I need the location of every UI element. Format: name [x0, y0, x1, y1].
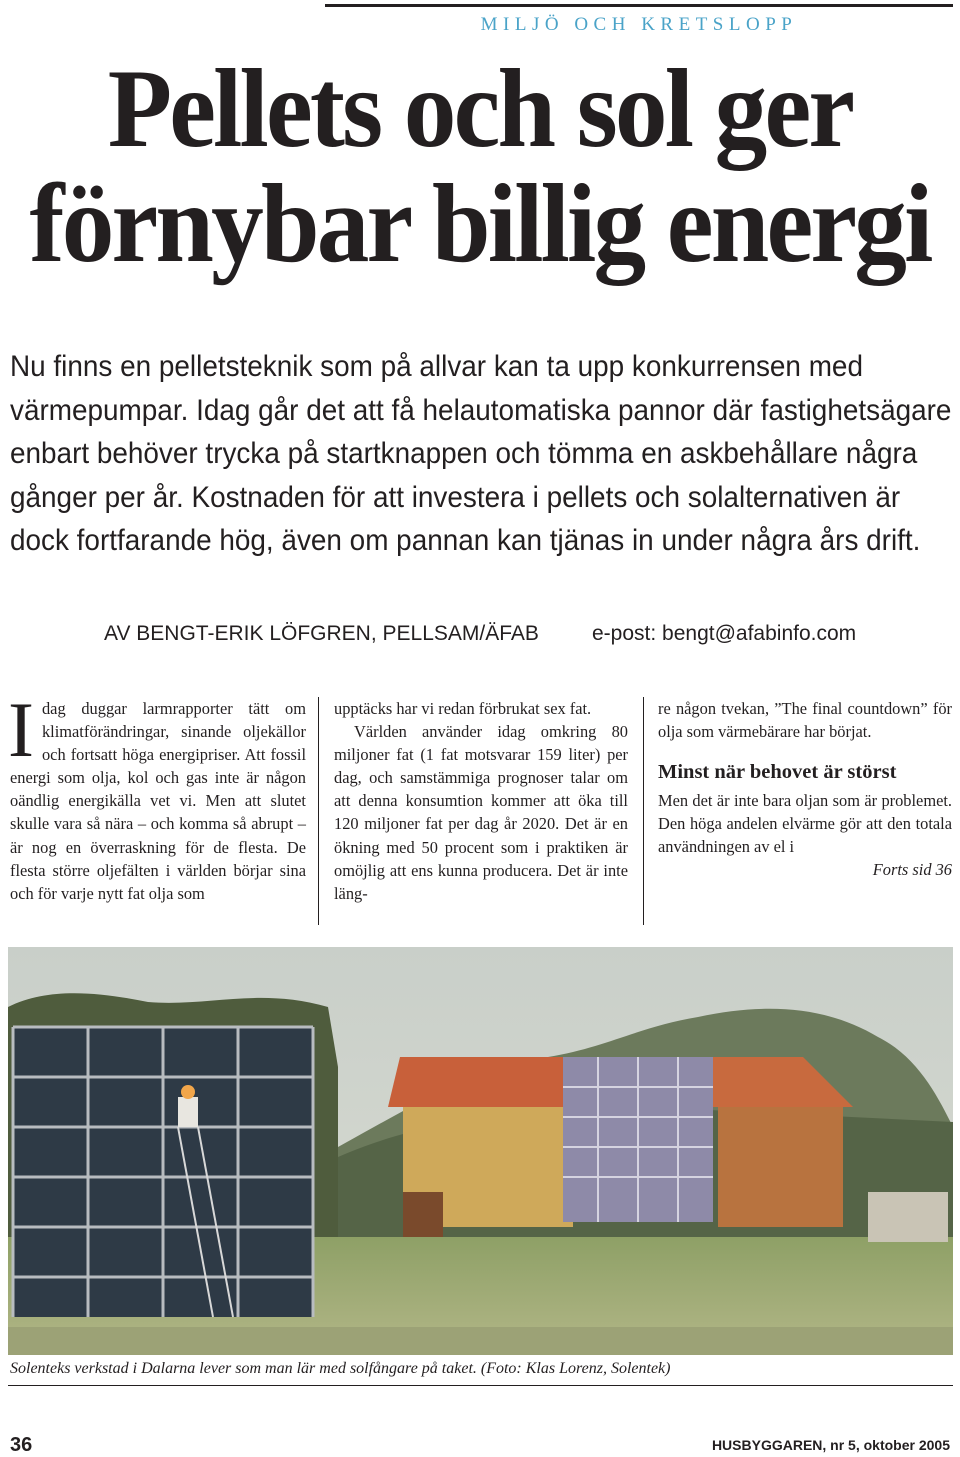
- body-paragraph: Men det är inte bara oljan som är problemet. Den höga andelen elvärme gör att den totala användningen av el i: [658, 791, 952, 857]
- byline: AV BENGT-ERIK LÖFGREN, PELLSAM/ÄFAB: [104, 622, 539, 645]
- author-email: e-post: bengt@afabinfo.com: [592, 622, 857, 645]
- headline-line-1: Pellets och sol ger: [107, 47, 853, 171]
- subheading: Minst när behovet är störst: [658, 761, 897, 784]
- section-label: MILJÖ OCH KRETSLOPP: [480, 14, 798, 35]
- publication-info: HUSBYGGAREN, nr 5, oktober 2005: [711, 1437, 950, 1453]
- body-column-3: [658, 697, 952, 882]
- body-paragraph: dag duggar larmrapporter tätt om klimatförändringar, sinande oljekällor och fortsatt höga energipriser. Att fossil energi som olja, kol och gas inte är någon oändlig energikälla vet vi. Men att slutet skulle vara så nära – och komma så abrupt – är nog en överraskning för de flesta. De flesta större oljefälten i världen börjar sina och för varje nytt fat olja som: [10, 699, 306, 903]
- body-column-2: [334, 697, 628, 905]
- top-rule: [325, 4, 953, 7]
- page-number: 36: [10, 1434, 33, 1456]
- column-divider: [643, 697, 644, 925]
- body-paragraph: Världen använder idag omkring 80 miljoner fat (1 fat motsvarar 159 liter) per dag, och samstämmiga prognoser talar om att denna konsumtion kommer att öka till 120 miljoner fat per dag år 2020. Det är en ökning med 50 procent som i praktiken är omöjlig att ens kunna producera. Det är inte läng-: [334, 722, 628, 903]
- headline-line-2: förnybar billig energi: [29, 162, 931, 286]
- article-photo: [8, 947, 953, 1355]
- continued-on-link[interactable]: Forts sid 36: [872, 860, 952, 880]
- body-paragraph: upptäcks har vi redan förbrukat sex fat.: [334, 699, 592, 718]
- headline: [29, 47, 931, 286]
- solar-roof-building: [563, 1057, 713, 1222]
- solar-workshop-photo: [8, 947, 953, 1355]
- red-roof-building: [388, 1057, 583, 1237]
- drop-cap: I: [8, 686, 34, 773]
- body-column-1: [8, 686, 306, 905]
- body-paragraph: re någon tvekan, ”The final countdown” för olja som värmebärare har börjat.: [658, 699, 952, 742]
- caption-divider: [8, 1385, 953, 1386]
- lead-paragraph: Nu finns en pelletsteknik som på allvar kan ta upp konkurrensen med värmepumpar. Idag går det att få helautomatiska pannor där fastighetsägare enbart behöver trycka på startknappen och tömma en askbehållare några gånger per år. Kostnaden för att investera i pellets och solalternativen är dock fortfarande hög, även om pannan kan tjänas in under några års drift.: [10, 350, 952, 557]
- solar-panel-wall: [13, 1027, 313, 1317]
- column-divider: [318, 697, 319, 925]
- photo-caption: Solenteks verkstad i Dalarna lever som man lär med solfångare på taket. (Foto: Klas Lorenz, Solentek): [10, 1360, 671, 1377]
